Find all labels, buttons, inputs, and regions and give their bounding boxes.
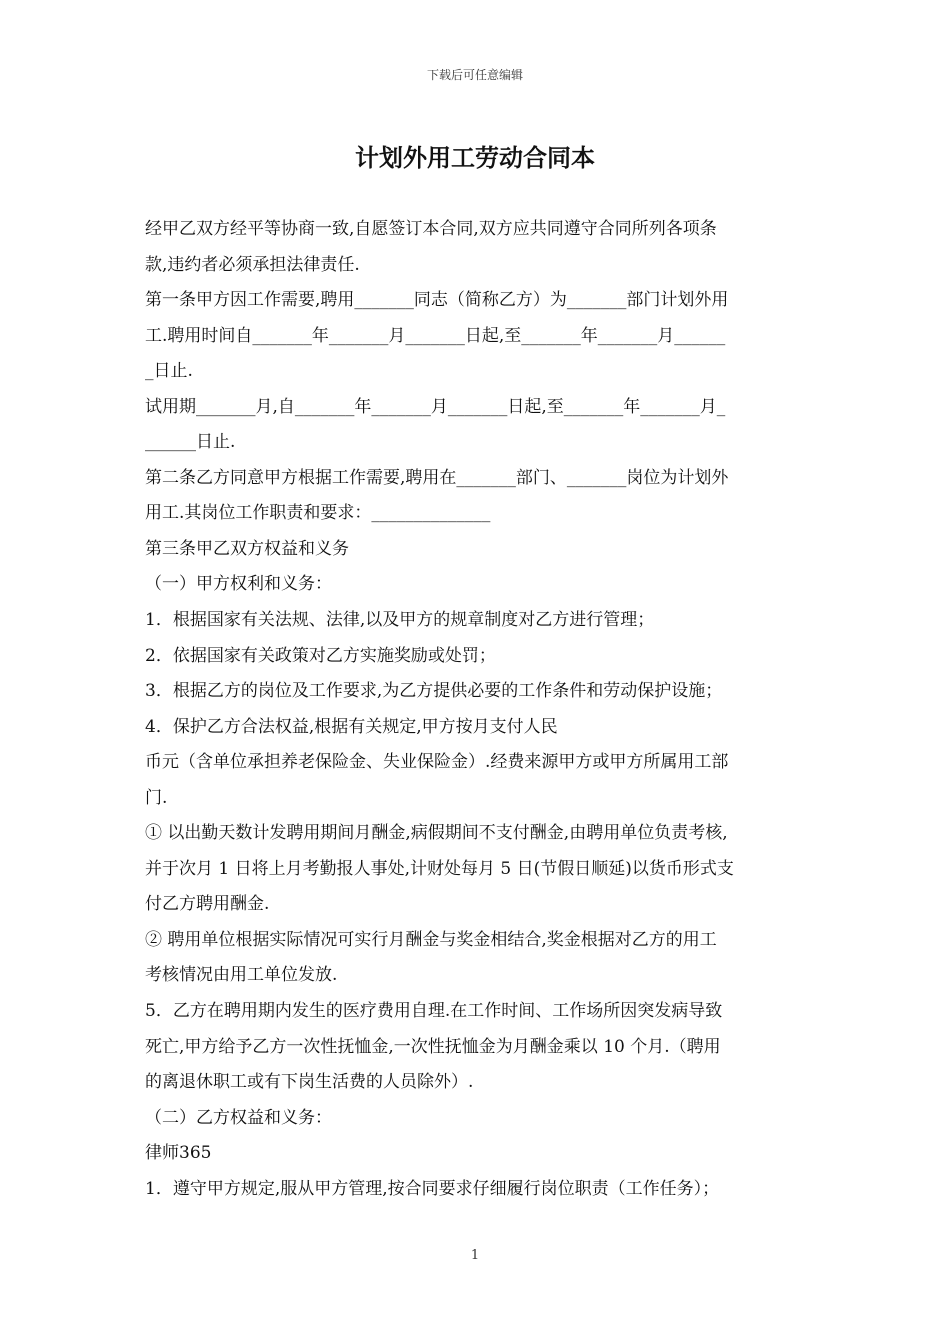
text-line: ______日止. — [145, 432, 236, 453]
text-line: 第一条甲方因工作需要,聘用_______同志（简称乙方）为_______部门计划外用 — [145, 290, 729, 311]
text-line: 试用期_______月,自_______年_______月_______日起,至_______年_______月_ — [145, 396, 726, 417]
text-line: 律师365 — [145, 1143, 212, 1164]
text-line: 1．遵守甲方规定,服从甲方管理,按合同要求仔细履行岗位职责（工作任务）； — [145, 1178, 720, 1199]
text-line: 工.聘用时间自_______年_______月_______日起,至_______年_______月______ — [145, 325, 726, 346]
text-line: ① 以出勤天数计发聘用期间月酬金,病假期间不支付酬金,由聘用单位负责考核, — [145, 823, 728, 844]
text-line: 1．根据国家有关法规、法律,以及甲方的规章制度对乙方进行管理； — [145, 610, 655, 631]
text-line: 付乙方聘用酬金. — [145, 894, 270, 915]
text-line: 币元（含单位承担养老保险金、失业保险金）.经费来源甲方或甲方所属用工部 — [145, 752, 729, 773]
text-line: _日止. — [145, 361, 193, 382]
text-line: 5．乙方在聘用期内发生的医疗费用自理.在工作时间、工作场所因突发病导致 — [145, 1001, 723, 1022]
text-line: 款,违约者必须承担法律责任. — [145, 254, 360, 275]
text-line: 的离退休职工或有下岗生活费的人员除外）. — [145, 1072, 474, 1093]
document-title: 计划外用工劳动合同本 — [355, 144, 595, 172]
text-line: （二）乙方权益和义务： — [145, 1107, 332, 1128]
text-line: 考核情况由用工单位发放. — [145, 965, 338, 986]
text-line: 第三条甲乙双方权益和义务 — [145, 538, 349, 559]
contract-body — [145, 212, 807, 1207]
text-line: 门. — [145, 787, 168, 808]
text-line: 3．根据乙方的岗位及工作要求,为乙方提供必要的工作条件和劳动保护设施； — [145, 681, 723, 702]
text-line: ② 聘用单位根据实际情况可实行月酬金与奖金相结合,奖金根据对乙方的用工 — [145, 929, 717, 950]
text-line: 经甲乙双方经平等协商一致,自愿签订本合同,双方应共同遵守合同所列各项条 — [145, 219, 717, 239]
header-note: 下载后可任意编辑 — [426, 68, 523, 82]
text-line: 死亡,甲方给予乙方一次性抚恤金,一次性抚恤金为月酬金乘以 10 个月.（聘用 — [145, 1036, 721, 1057]
text-line: 第二条乙方同意甲方根据工作需要,聘用在_______部门、_______岗位为计划外 — [145, 467, 729, 488]
text-line: 用工.其岗位工作职责和要求：______________ — [145, 503, 491, 524]
text-line: （一）甲方权利和义务： — [145, 574, 332, 595]
text-line: 2．依据国家有关政策对乙方实施奖励或处罚； — [145, 645, 496, 666]
text-line: 4．保护乙方合法权益,根据有关规定,甲方按月支付人民 — [145, 716, 558, 737]
page-number: 1 — [470, 1248, 480, 1263]
text-line: 并于次月 1 日将上月考勤报人事处,计财处每月 5 日(节假日顺延)以货币形式支 — [145, 858, 734, 879]
